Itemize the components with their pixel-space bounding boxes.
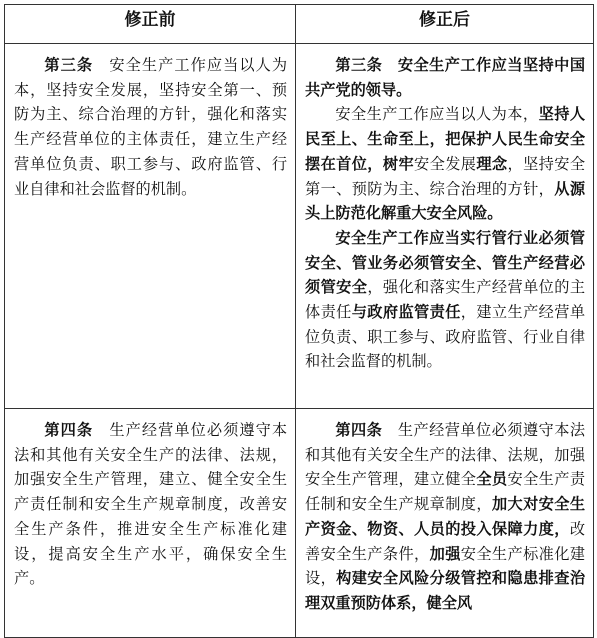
cell-after (296, 409, 594, 638)
header-row (5, 5, 594, 44)
bold-text-run: 安全生产工作应当实行管行业必须管安全、管业务必须管安全、管生产经营必须管安全 (305, 228, 585, 297)
text-run: 安全生产工作应当以人为本， (335, 105, 539, 124)
table-row (5, 44, 594, 409)
bold-text-run: 全员 (476, 470, 508, 489)
bold-text-run: 第三条 安全生产工作应当坚持中国共产党的领导。 (305, 56, 585, 99)
text-run: ，坚持安全第一、预防为主、综合治理的方针， (305, 154, 586, 198)
bold-text-run: 构建安全风险分级管控和隐患排查治理双重预防体系，健全风 (305, 569, 586, 612)
bold-text-run: 加大对安全生产资金、物资、人员的投入保障力度， (305, 495, 586, 538)
cell-before (5, 44, 296, 409)
text-run: 安全生产标准化建设， (305, 544, 586, 588)
header-after: 修正后 (296, 5, 594, 44)
bold-text-run: 第四条 (44, 421, 94, 439)
text-run: 安全生产工作应当以人为本，坚持安全发展，坚持安全第一、预防为主、综合治理的方针，强化和落实生产经营单位的主体责任，建立生产经营单位负责、职工参与、政府监管、行业自律和社会监督的机制。 (14, 56, 288, 198)
comparison-table (4, 4, 594, 638)
paragraph (14, 418, 287, 591)
text-run: 安全生产责任制和安全生产规章制度， (305, 470, 586, 514)
bold-text-run: 从源头上防范化解重大安全风险。 (305, 179, 586, 223)
bold-text-run: 第三条 (44, 56, 94, 74)
cell-after (296, 44, 594, 409)
text-run: 改善安全生产条件， (305, 519, 585, 563)
text-run: 生产经营单位必须遵守本法和其他有关安全生产的法律、法规，加强安全生产管理，建立健全 (305, 421, 586, 489)
bold-text-run: 坚持人民至上、生命至上，把保护人民生命安全摆在首位，树牢 (305, 105, 586, 173)
paragraph (305, 226, 585, 374)
paragraph (305, 102, 585, 226)
bold-text-run: 第四条 (335, 421, 383, 439)
text-run: ，强化和落实生产经营单位的主体责任 (305, 278, 586, 322)
table-row (5, 409, 594, 638)
paragraph (305, 53, 585, 102)
text-run: 安全发展 (414, 154, 477, 173)
bold-text-run: 加强 (429, 544, 461, 563)
paragraph (14, 53, 287, 201)
header-before: 修正前 (5, 5, 296, 44)
bold-text-run: 与政府监管责任 (351, 303, 461, 322)
paragraph (305, 418, 585, 616)
text-run: 生产经营单位必须遵守本法和其他有关安全生产的法律、法规，加强安全生产管理，建立、健全安全生产责任制和安全生产规章制度，改善安全生产条件，推进安全生产标准化建设，提高安全生产水平，确保安全生产。 (14, 421, 288, 588)
text-run: ，建立生产经营单位负责、职工参与、政府监管、行业自律和社会监督的机制。 (305, 303, 586, 371)
cell-before (5, 409, 296, 638)
bold-text-run: 理念 (476, 154, 508, 173)
